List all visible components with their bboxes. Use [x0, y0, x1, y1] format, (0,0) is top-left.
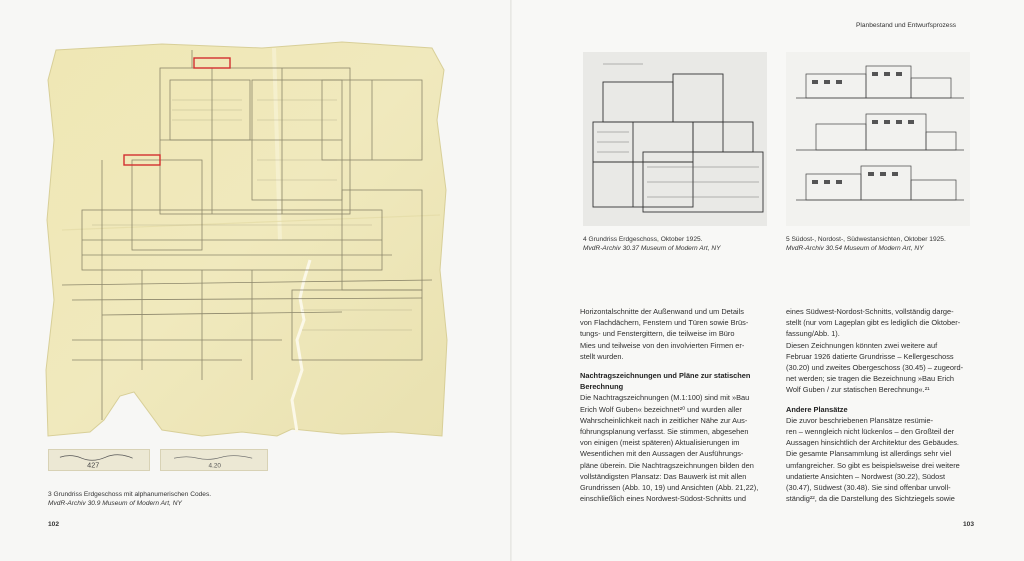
figure-3-caption-title: 3 Grundriss Erdgeschoss mit alphanumerischen Codes. [48, 491, 212, 498]
col2-intro-line: Februar 1926 datierte Grundrisse – Kellergeschoss [786, 351, 954, 361]
figure-3-caption [48, 491, 308, 508]
section-heading-andere-plansaetze: Andere Plansätze [786, 404, 848, 414]
col1-intro-line: tungs- und Fenstergittern, die teilweise im Büro [580, 329, 735, 339]
text-column-1 [580, 306, 770, 504]
figure-3-caption-source: MvdR-Archiv 30.9 Museum of Modern Art, NY [48, 499, 182, 507]
floor-plan-tracing-image [42, 40, 472, 438]
col1-intro-line: von Flachdächern, Fenstern und Türen sowie Brüs- [580, 318, 749, 328]
col1-body-line: führungsplanung verfasst. Sie stimmen, abgesehen [580, 427, 749, 437]
figure-4-caption-source: MvdR-Archiv 30.37 Museum of Modern Art, NY [583, 244, 721, 252]
figure-5-caption-source: MvdR-Archiv 30.54 Museum of Modern Art, NY [786, 244, 924, 252]
col1-intro-line: stellt wurden. [580, 351, 624, 361]
thumb2-code-text: 4.20 [208, 462, 221, 470]
col2-body-line: ren – wenngleich nicht lückenlos – den Großteil der [786, 427, 955, 437]
text-column-2 [786, 306, 976, 504]
running-head: Planbestand und Entwurfsprozess [856, 22, 957, 29]
col1-body-line: Die Nachtragszeichnungen (M.1:100) sind mit »Bau [580, 393, 750, 403]
col2-intro-line: (30.20) und zweites Obergeschoss (30.45) – zugeord- [786, 363, 964, 373]
col2-intro-line: stellt (nur vom Lageplan gibt es lediglich die Oktober- [786, 318, 961, 328]
col2-body-line: ständig²², da die Darstellung des Sichtziegels sowie [786, 494, 955, 504]
figure-5-caption-title: 5 Südost-, Nordost-, Südwestansichten, Oktober 1925. [786, 236, 946, 243]
figure-4-ground-floor-plan-image [583, 52, 767, 226]
col2-body-line: Die zuvor beschriebenen Plansätze resümie- [786, 415, 934, 425]
col1-body-line: Wesentlichen mit den Aussagen der Ausführungs- [580, 449, 744, 459]
col1-body-line: vollständigsten Plansatz: Das Bauwerk ist mit allen [580, 471, 747, 481]
col1-body-line: pläne überein. Die Nachtragszeichnungen bilden den [580, 460, 754, 470]
figure-4-caption [583, 236, 773, 253]
col1-intro-line: Mies und teilweise von den involvierten Firmen er- [580, 340, 745, 350]
col2-intro-line: Wolf Guben / zur statischen Berechnung«.²¹ [786, 385, 930, 395]
figure-4-caption-title: 4 Grundriss Erdgeschoss, Oktober 1925. [583, 236, 703, 243]
col1-body-line: Grundrissen (Abb. 10, 19) und Ansichten (Abb. 21,22), [580, 483, 759, 493]
col1-body-line: Wahrscheinlichkeit nach in zeitlicher Nähe zur Aus- [580, 415, 748, 425]
col2-body-line: umfangreicher. So gibt es beispielsweise drei weitere [786, 460, 960, 470]
col2-body-line: Die gesamte Plansammlung ist allerdings sehr viel [786, 449, 952, 459]
page-number-right: 103 [963, 521, 975, 528]
figure-5-caption [786, 236, 976, 253]
col1-body-line: einschließlich eines Nordwest-Südost-Schnitts und [580, 494, 746, 504]
code-detail-thumbnails [48, 449, 268, 471]
col2-intro-line: Diesen Zeichnungen könnten zwei weitere auf [786, 340, 938, 350]
col2-intro-line: eines Südwest-Nordost-Schnitts, vollständig darge- [786, 307, 954, 316]
code-detail-thumbnail-1 [48, 449, 150, 471]
figure-5-elevations-image [786, 52, 970, 226]
col2-intro-line: fassung/Abb. 1). [786, 329, 840, 339]
section-heading-nachtragszeichnungen: Nachtragszeichnungen und Pläne zur statischen [580, 371, 751, 381]
col1-body-line: von einigen (meist späteren) Aktualisierungen im [580, 438, 740, 448]
thumb1-code-text: 427 [87, 460, 100, 470]
col2-body-line: Aussagen hinsichtlich der Architektur des Gebäudes. [786, 438, 959, 448]
page-number-left: 102 [48, 521, 60, 528]
col2-body-line: (30.47), Südwest (30.48). Sie sind offenbar unvoll- [786, 483, 951, 493]
col1-intro-line: Horizontalschnitte der Außenwand und um Details [580, 307, 744, 316]
col2-intro-line: net werden; sie tragen die Bezeichnung »Bau Erich [786, 374, 955, 384]
section-heading-nachtragszeichnungen: Berechnung [580, 382, 624, 392]
col2-body-line: undatierte Ansichten – Nordwest (30.22), Südost [786, 471, 945, 481]
col1-body-line: Erich Wolf Guben« bezeichnet²⁰ und wurden aller [580, 404, 742, 414]
code-detail-thumbnail-2 [160, 449, 268, 471]
